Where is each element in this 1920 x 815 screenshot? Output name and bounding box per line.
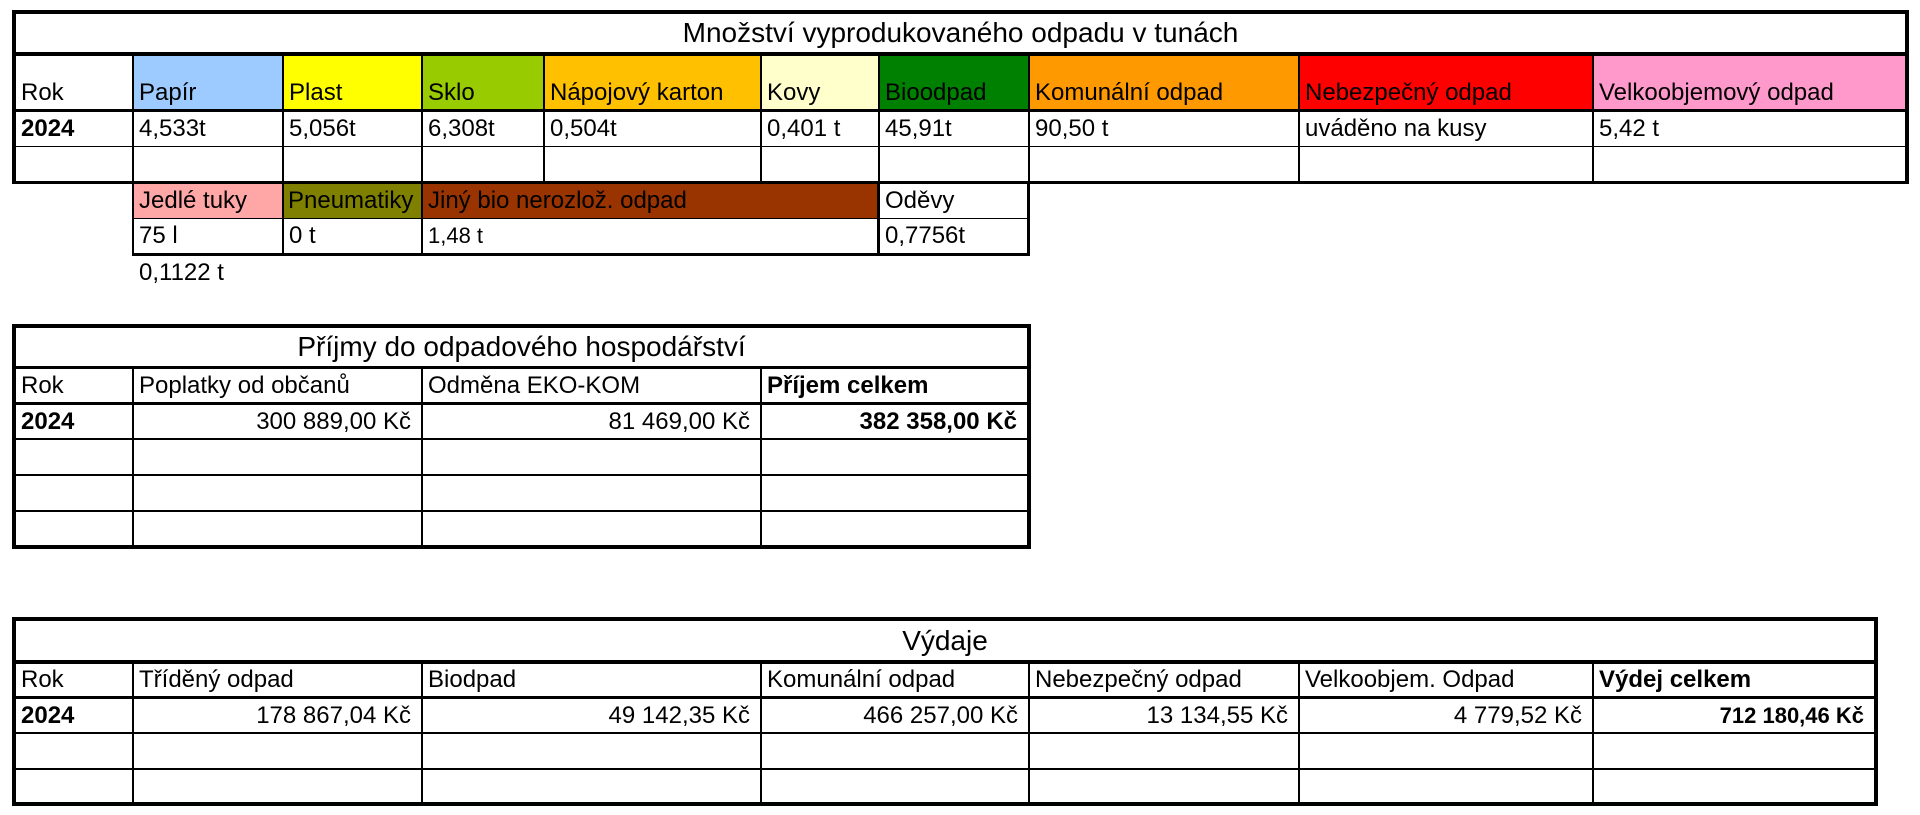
- clothes-value: 0,7756t: [885, 222, 966, 249]
- fats-tonnage-note: 0,1122 t: [139, 259, 224, 286]
- carton-value: 0,504t: [550, 115, 617, 142]
- bulky-header: Velkoobjemový odpad: [1599, 79, 1834, 106]
- hazardous-header: Nebezpečný odpad: [1305, 79, 1512, 106]
- plastic-header: Plast: [289, 79, 343, 106]
- tyres-value: 0 t: [289, 222, 316, 249]
- paper-header: Papír: [139, 79, 197, 106]
- income-total-header: Příjem celkem: [767, 371, 929, 399]
- bulky-expense-value: 4 779,52 Kč: [1453, 701, 1582, 729]
- tyres-header: Pneumatiky: [288, 187, 414, 214]
- expense-total-value: 712 180,46 Kč: [1719, 702, 1864, 728]
- sorted-waste-header: Tříděný odpad: [139, 666, 294, 693]
- other-bio-value: 1,48 t: [428, 223, 484, 248]
- income-total-value: 382 358,00 Kč: [859, 407, 1017, 435]
- ekokom-header: Odměna EKO-KOM: [428, 371, 641, 399]
- glass-value: 6,308t: [428, 115, 495, 142]
- hazardous-value: uváděno na kusy: [1305, 115, 1487, 142]
- municipal-value: 90,50 t: [1035, 115, 1109, 142]
- fats-header: Jedlé tuky: [139, 187, 248, 214]
- hazardous-expense-value: 13 134,55 Kč: [1146, 701, 1288, 729]
- income-title: Příjmy do odpadového hospodářství: [297, 331, 746, 362]
- bulky-expense-header: Velkoobjem. Odpad: [1305, 666, 1515, 693]
- citizen-fees-header: Poplatky od občanů: [139, 371, 350, 399]
- bio-header: Bioodpad: [885, 79, 987, 106]
- metals-header: Kovy: [767, 79, 821, 106]
- waste-title: Množství vyprodukovaného odpadu v tunách: [682, 17, 1239, 48]
- expenses-title: Výdaje: [902, 624, 988, 656]
- municipal-expense-header: Komunální odpad: [767, 666, 956, 693]
- other-bio-header: Jiný bio nerozlož. odpad: [428, 187, 687, 214]
- biowaste-header: Biodpad: [428, 666, 517, 693]
- bulky-value: 5,42 t: [1599, 115, 1660, 142]
- bio-value: 45,91t: [885, 115, 952, 142]
- income-year: 2024: [21, 407, 75, 435]
- biowaste-value: 49 142,35 Kč: [608, 701, 750, 729]
- waste-year-header: Rok: [21, 79, 64, 106]
- expenses-year-header: Rok: [21, 666, 64, 693]
- hazardous-expense-header: Nebezpečný odpad: [1035, 666, 1242, 693]
- citizen-fees-value: 300 889,00 Kč: [256, 407, 411, 435]
- carton-header: Nápojový karton: [550, 79, 724, 106]
- ekokom-value: 81 469,00 Kč: [608, 407, 750, 435]
- expense-total-header: Výdej celkem: [1599, 666, 1752, 693]
- expenses-year: 2024: [21, 701, 75, 729]
- plastic-value: 5,056t: [289, 115, 356, 142]
- glass-header: Sklo: [428, 79, 475, 106]
- clothes-header: Oděvy: [885, 187, 955, 214]
- municipal-header: Komunální odpad: [1035, 79, 1224, 106]
- sorted-waste-value: 178 867,04 Kč: [256, 701, 411, 729]
- municipal-expense-value: 466 257,00 Kč: [863, 701, 1018, 729]
- income-year-header: Rok: [21, 371, 64, 399]
- paper-value: 4,533t: [139, 115, 206, 142]
- waste-year: 2024: [21, 115, 75, 142]
- fats-value: 75 l: [139, 222, 178, 249]
- metals-value: 0,401 t: [767, 115, 841, 142]
